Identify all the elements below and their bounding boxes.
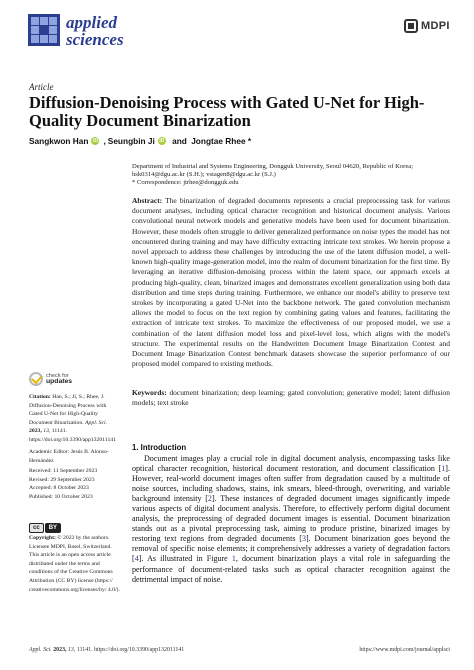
author-separator: , [103, 136, 106, 146]
publisher-name: MDPI [421, 20, 450, 32]
editor-label: Academic Editor: [29, 449, 70, 455]
section-heading: 1. Introduction [132, 443, 187, 452]
introduction-paragraph [132, 454, 450, 585]
keywords-label: Keywords: [132, 388, 167, 397]
footer-year: 2023, [53, 647, 67, 653]
footer-volume: 13, [67, 647, 76, 653]
cc-license-icon[interactable] [29, 523, 61, 533]
check-for-updates-button[interactable] [29, 372, 72, 386]
orcid-icon[interactable]: iD [92, 138, 98, 144]
keywords [132, 388, 450, 408]
publication-dates [29, 467, 121, 501]
citation-doi[interactable]: 11141. https://doi.org/10.3390/app132011141 [29, 428, 116, 443]
footer-journal-url[interactable]: https://www.mdpi.com/journal/applsci [359, 647, 450, 653]
intro-text: ]. These instances of degraded document images significantly impede various aspects of digital document analysis. Therefore, to effectively perform digital document analysis, the preprocessing of degraded document images is essential. Document binarization stands out as a pivotal preprocessing task, aiming to produce pristine, binarized images by restoring text regions from degraded documents [ [132, 494, 450, 544]
author-separator: and [169, 136, 190, 146]
check-updates-line2: updates [46, 378, 73, 385]
intro-text: ]. As illustrated in Figure [138, 554, 232, 564]
footer-doi[interactable]: 11141. https://doi.org/10.3390/app132011141 [76, 647, 185, 653]
date-revised: Revised: 29 September 2023 [29, 476, 95, 483]
citation-label: Citation: [29, 394, 51, 400]
author-name[interactable]: Seungbin Ji [107, 136, 155, 146]
academic-editor [29, 448, 121, 465]
correspondence: * Correspondence: jtrhee@dongguk.edu [132, 179, 239, 187]
check-updates-icon [29, 372, 43, 386]
publisher-logo [404, 19, 450, 33]
intro-text: ]. However, real-world document images often suffer from degradation caused by a multitude of noise sources, including shadows, stains, ink smears, bleed-through, overwriting, and variable background intensity [ [132, 464, 450, 504]
affiliation [132, 163, 450, 188]
reference-link[interactable]: 4 [134, 554, 139, 564]
editor-name: Jesús B. Alonso-Hernández [29, 449, 109, 464]
orcid-icon[interactable]: iD [159, 138, 165, 144]
reference-link[interactable]: 2 [207, 494, 212, 504]
citation-year: 2023, [29, 428, 42, 435]
intro-text: ]. Document binarization goes beyond the removal of specific noise elements; it comprehensively addresses a variety of degradation factors [ [132, 534, 450, 564]
journal-name [66, 14, 124, 48]
copyright-label: Copyright: [29, 535, 56, 541]
affiliation-line: Department of Industrial and Systems Engineering, Dongguk University, Seoul 04620, Republic of Korea; [132, 163, 414, 170]
cc-badge: cc [29, 523, 44, 533]
article-type: Article [29, 82, 54, 92]
author-name[interactable]: Sangkwon Han [29, 136, 89, 146]
article-title: Diffusion-Denoising Process with Gated U-Net for High-Quality Document Binarization [29, 93, 425, 130]
date-received: Received: 11 September 2023 [29, 468, 98, 474]
check-updates-line1: check for [46, 372, 69, 379]
footer-citation [29, 647, 184, 653]
by-badge: BY [45, 523, 61, 533]
reference-link[interactable]: 3 [301, 534, 306, 544]
citation-journal: Appl. Sci. [85, 419, 108, 426]
journal-name-line2: sciences [66, 30, 124, 49]
citation-text: Han, S.; Ji, S.; Rhee, J. Diffusion-Denoising Process with Gated U-Net for High-Quality Document Binarization. [29, 394, 107, 426]
citation [29, 393, 121, 445]
keywords-text: document binarization; deep learning; gated convolution; generative model; latent diffusion models; text stroke [132, 388, 450, 408]
date-accepted: Accepted: 8 October 2023 [29, 485, 89, 492]
abstract-text: The binarization of degraded documents represents a crucial preprocessing task for various document analyses, including optical character recognition and historical document analysis. Various convolutional neural network models and generative models have been used for document binarization. However, these models often struggle to deliver generalized performance on noise types the model has not encountered during training and may have difficulty extracting intricate text strokes. We herein propose a novel approach to address these challenges by introducing the use of the latent diffusion model, a well-known high-quality image-generation model, into the realm of document binarization for the first time. By leveraging an iterative diffusion-denoising process within the latent space, our approach excels at producing high-quality, clean, binarized images and demonstrates excellent generalization using both data distribution and time steps during training. Furthermore, we enhance our model's ability to preserve text strokes by incorporating a gated U-Net into the backbone network. The gated convolution mechanism allows the model to focus on the text region by combining gating values and features, facilitating the extraction of intricate text strokes. To maximize the effectiveness of our proposed model, we use a combination of the latent diffusion model loss and pixel-level loss, which aligns with the model's structure. The experimental results on the Handwritten Document Image Binarization Contest and Document Image Binarization Contest benchmark datasets showcase the superior performance of our proposed model compared to existing methods. [132, 196, 450, 369]
journal-name-line1: applied [66, 13, 117, 32]
footer-journal: Appl. Sci. [29, 647, 52, 653]
copyright-text: © 2023 by the authors. Licensee MDPI, Basel, Switzerland. This article is an open access article distributed under the terms and conditions of the Creative Commons Attribution (CC BY) license (https:// creativecommons.org/licenses/by/ 4.0/). [29, 535, 120, 593]
intro-text: Document images play a crucial role in digital document analysis, encompassing tasks like optical character recognition, historical document restoration, and document classification [ [132, 454, 450, 474]
date-published: Published: 10 October 2023 [29, 493, 93, 500]
citation-volume: 13, [43, 428, 51, 435]
figure-link[interactable]: 1 [231, 554, 236, 564]
check-updates-label [46, 373, 72, 385]
abstract [132, 196, 450, 369]
abstract-label: Abstract: [132, 196, 163, 205]
intro-text: , document binarization plays a vital role in safeguarding the performance of document-related tasks such as optical character recognition against the detrimental impact of noise. [132, 554, 450, 584]
reference-link[interactable]: 1 [441, 464, 446, 474]
author-list [29, 136, 251, 146]
affiliation-emails: hsk0314@dgu.ac.kr (S.H.); vsiagen8@dgu.ac.kr (S.J.) [132, 171, 276, 179]
copyright [29, 534, 121, 594]
mdpi-icon [404, 19, 418, 33]
journal-logo-icon [28, 14, 60, 46]
author-name[interactable]: Jongtae Rhee * [191, 136, 252, 146]
